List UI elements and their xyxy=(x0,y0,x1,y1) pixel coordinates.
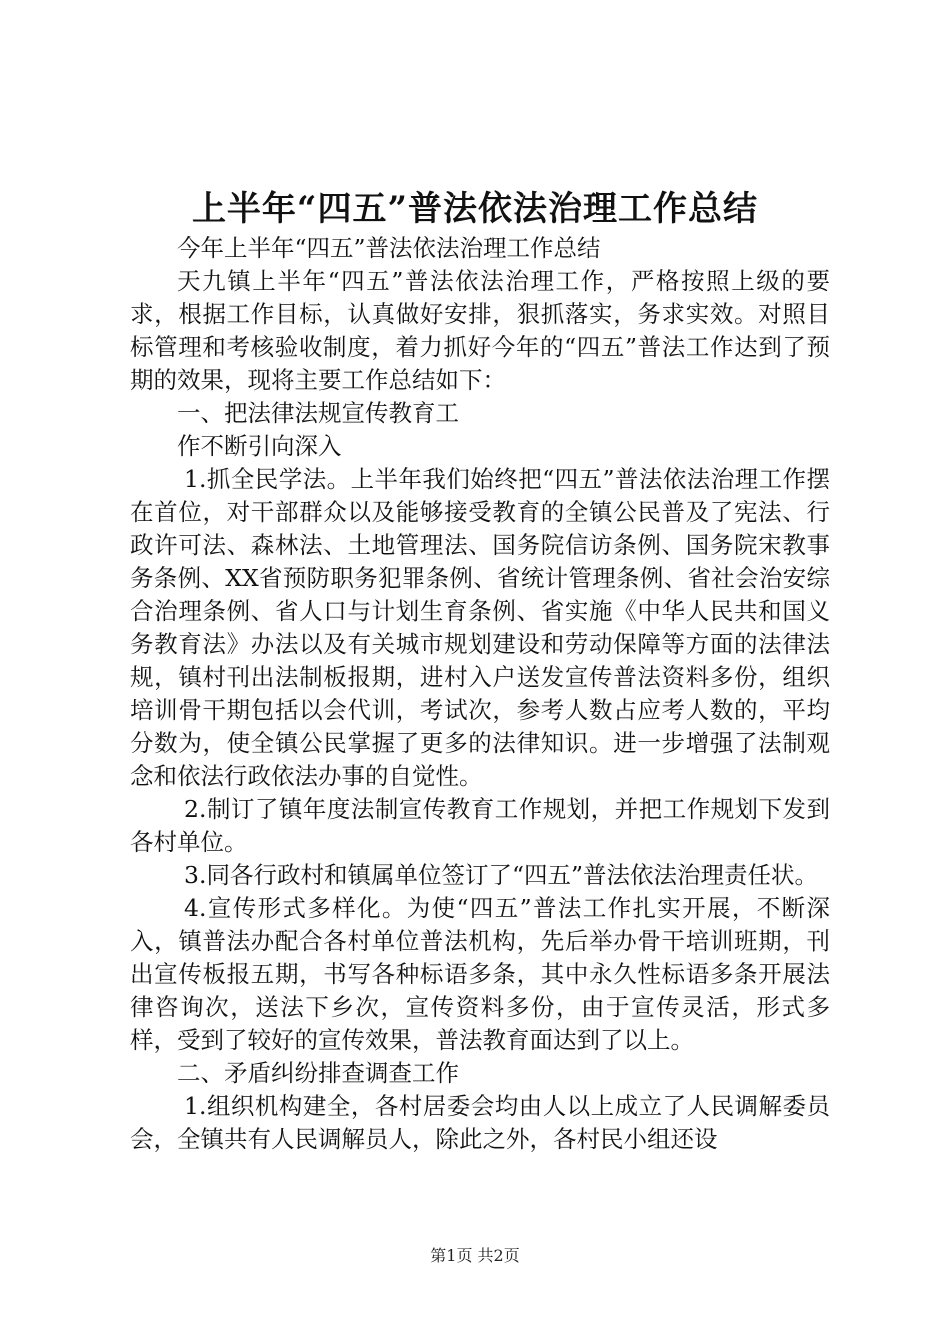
document-body xyxy=(130,232,830,1156)
section-heading-1a: 一、把法律法规宣传教育工 xyxy=(177,399,459,427)
page-footer: 第1页 共2页 xyxy=(430,1246,520,1265)
paragraph-item-5: 1.组织机构建全，各村居委会均由人以上成立了人民调解委员会，全镇共有人民调解员人，除此之外，各村民小组还设 xyxy=(130,1092,830,1153)
paragraph-item-3: 3.同各行政村和镇属单位签订了“四五”普法依法治理责任状。 xyxy=(184,861,818,889)
section-heading-1b: 作不断引向深入 xyxy=(177,432,342,460)
section-heading-2: 二、矛盾纠纷排查调查工作 xyxy=(177,1059,459,1087)
paragraph-subtitle: 今年上半年“四五”普法依法治理工作总结 xyxy=(177,234,601,262)
paragraph-intro: 天九镇上半年“四五”普法依法治理工作，严格按照上级的要求，根据工作目标，认真做好安排，狠抓落实，务求实效。对照目标管理和考核验收制度，着力抓好今年的“四五”普法工作达到了预期的效果，现将主要工作总结如下： xyxy=(130,267,830,394)
paragraph-item-2: 2.制订了镇年度法制宣传教育工作规划，并把工作规划下发到各村单位。 xyxy=(130,795,830,856)
paragraph-item-4: 4.宣传形式多样化。为使“四五”普法工作扎实开展，不断深入，镇普法办配合各村单位普法机构，先后举办骨干培训班期，刊出宣传板报五期，书写各种标语多条，其中永久性标语多条开展法律咨询次，送法下乡次，宣传资料多份，由于宣传灵活，形式多样，受到了较好的宣传效果，普法教育面达到了以上。 xyxy=(130,894,830,1054)
document-title: 上半年“四五”普法依法治理工作总结 xyxy=(191,189,759,229)
paragraph-item-1: 1.抓全民学法。上半年我们始终把“四五”普法依法治理工作摆在首位，对干部群众以及能够接受教育的全镇公民普及了宪法、行政许可法、森林法、土地管理法、国务院信访条例、国务院宋教事务条例、XX省预防职务犯罪条例、省统计管理条例、省社会治安综合治理条例、省人口与计划生育条例、省实施《中华人民共和国义务教育法》办法以及有关城市规划建设和劳动保障等方面的法律法规，镇村刊出法制板报期，进村入户送发宣传普法资料多份，组织培训骨干期包括以会代训，考试次，参考人数占应考人数的，平均分数为，使全镇公民掌握了更多的法律知识。进一步增强了法制观念和依法行政依法办事的自觉性。 xyxy=(130,465,830,790)
